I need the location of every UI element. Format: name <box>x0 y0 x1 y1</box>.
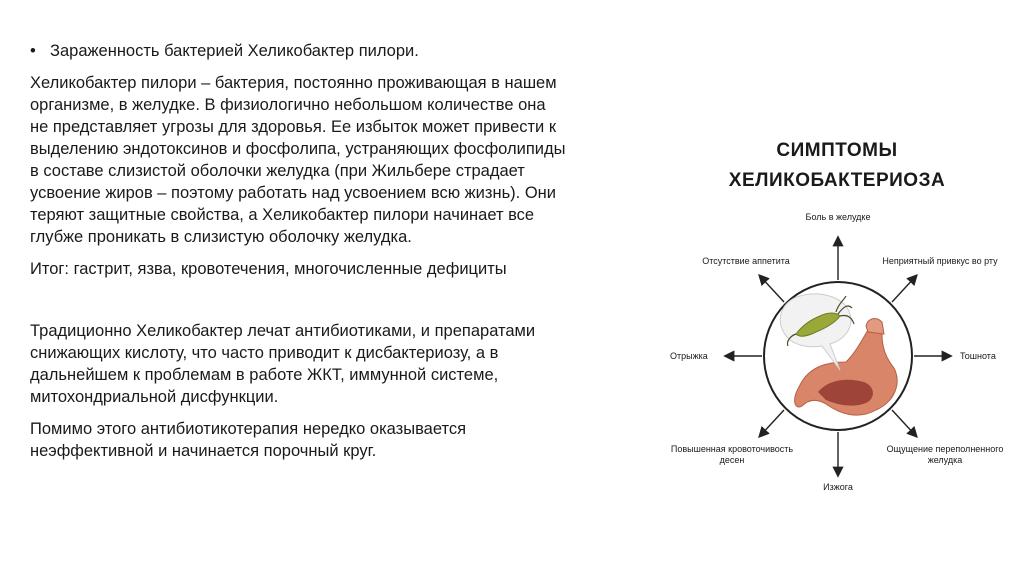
paragraph-vicious-circle <box>30 418 642 462</box>
arrow-top-left <box>760 276 784 302</box>
symptom-bottom-right-line1: Ощущение переполненного <box>886 444 1004 454</box>
paragraph-treatment <box>30 320 642 408</box>
p1-line: в составе слизистой оболочки желудка (при Жильбере страдает <box>30 162 525 180</box>
p4-line: неэффективной и начинается порочный круг. <box>30 442 377 460</box>
symptom-bottom: Изжога <box>823 482 853 492</box>
symptom-bottom-left <box>671 444 793 466</box>
symptom-top-left: Отсутствие аппетита <box>702 256 790 266</box>
p1-line: выделению эндотоксинов и фосфолипа, устраняющих фосфолипиды <box>30 140 566 158</box>
bullet-dot: • <box>30 42 36 60</box>
p1-line: теряют защитные свойства, а Хеликобактер пилори начинает все <box>30 206 535 224</box>
infographic-title-line2: ХЕЛИКОБАКТЕРИОЗА <box>728 170 946 191</box>
symptom-bottom-right-line2: желудка <box>927 455 963 465</box>
symptom-bottom-left-line1: Повышенная кровоточивость <box>670 444 794 454</box>
arrow-bottom-left <box>760 410 784 436</box>
p4-line: Помимо этого антибиотикотерапия нередко оказывается <box>30 420 467 438</box>
p1-line: организме, в желудке. В физиологично небольшом количестве она <box>30 96 546 114</box>
p1-line: не представляет угрозы для здоровья. Ее избыток может привести к <box>30 118 557 136</box>
bullet-item <box>30 40 642 62</box>
symptoms-infographic <box>650 130 1024 510</box>
paragraph-helicobacter <box>30 72 642 248</box>
symptom-bottom-left-line2: десен <box>719 455 745 465</box>
infographic-title-line1: СИМПТОМЫ <box>776 140 898 161</box>
symptom-right: Тошнота <box>960 351 996 361</box>
p3-line: дальнейшем к проблемам в работе ЖКТ, иммунной системе, <box>30 366 499 384</box>
p3-line: Традиционно Хеликобактер лечат антибиотиками, и препаратами <box>30 322 536 340</box>
symptom-top-right: Неприятный привкус во рту <box>882 256 998 266</box>
p3-line: митохондриальной дисфункции. <box>30 388 279 406</box>
arrow-top-right <box>892 276 916 302</box>
text-column <box>30 40 642 472</box>
p1-line: глубже проникать в слизистую оболочку желудка. <box>30 228 412 246</box>
bullet-text: Зараженность бактерией Хеликобактер пилори. <box>50 42 419 60</box>
p1-line: Хеликобактер пилори – бактерия, постоянно проживающая в нашем <box>30 74 557 92</box>
symptom-top: Боль в желудке <box>805 212 871 222</box>
arrow-bottom-right <box>892 410 916 436</box>
symptom-bottom-right <box>887 444 1004 466</box>
paragraph-summary: Итог: гастрит, язва, кровотечения, многочисленные дефициты <box>30 260 507 278</box>
symptom-left: Отрыжка <box>670 351 708 361</box>
p3-line: снижающих кислоту, что часто приводит к дисбактериозу, а в <box>30 344 499 362</box>
p1-line: усвоение жиров – поэтому работать над усвоением всю жизнь). Они <box>30 184 557 202</box>
